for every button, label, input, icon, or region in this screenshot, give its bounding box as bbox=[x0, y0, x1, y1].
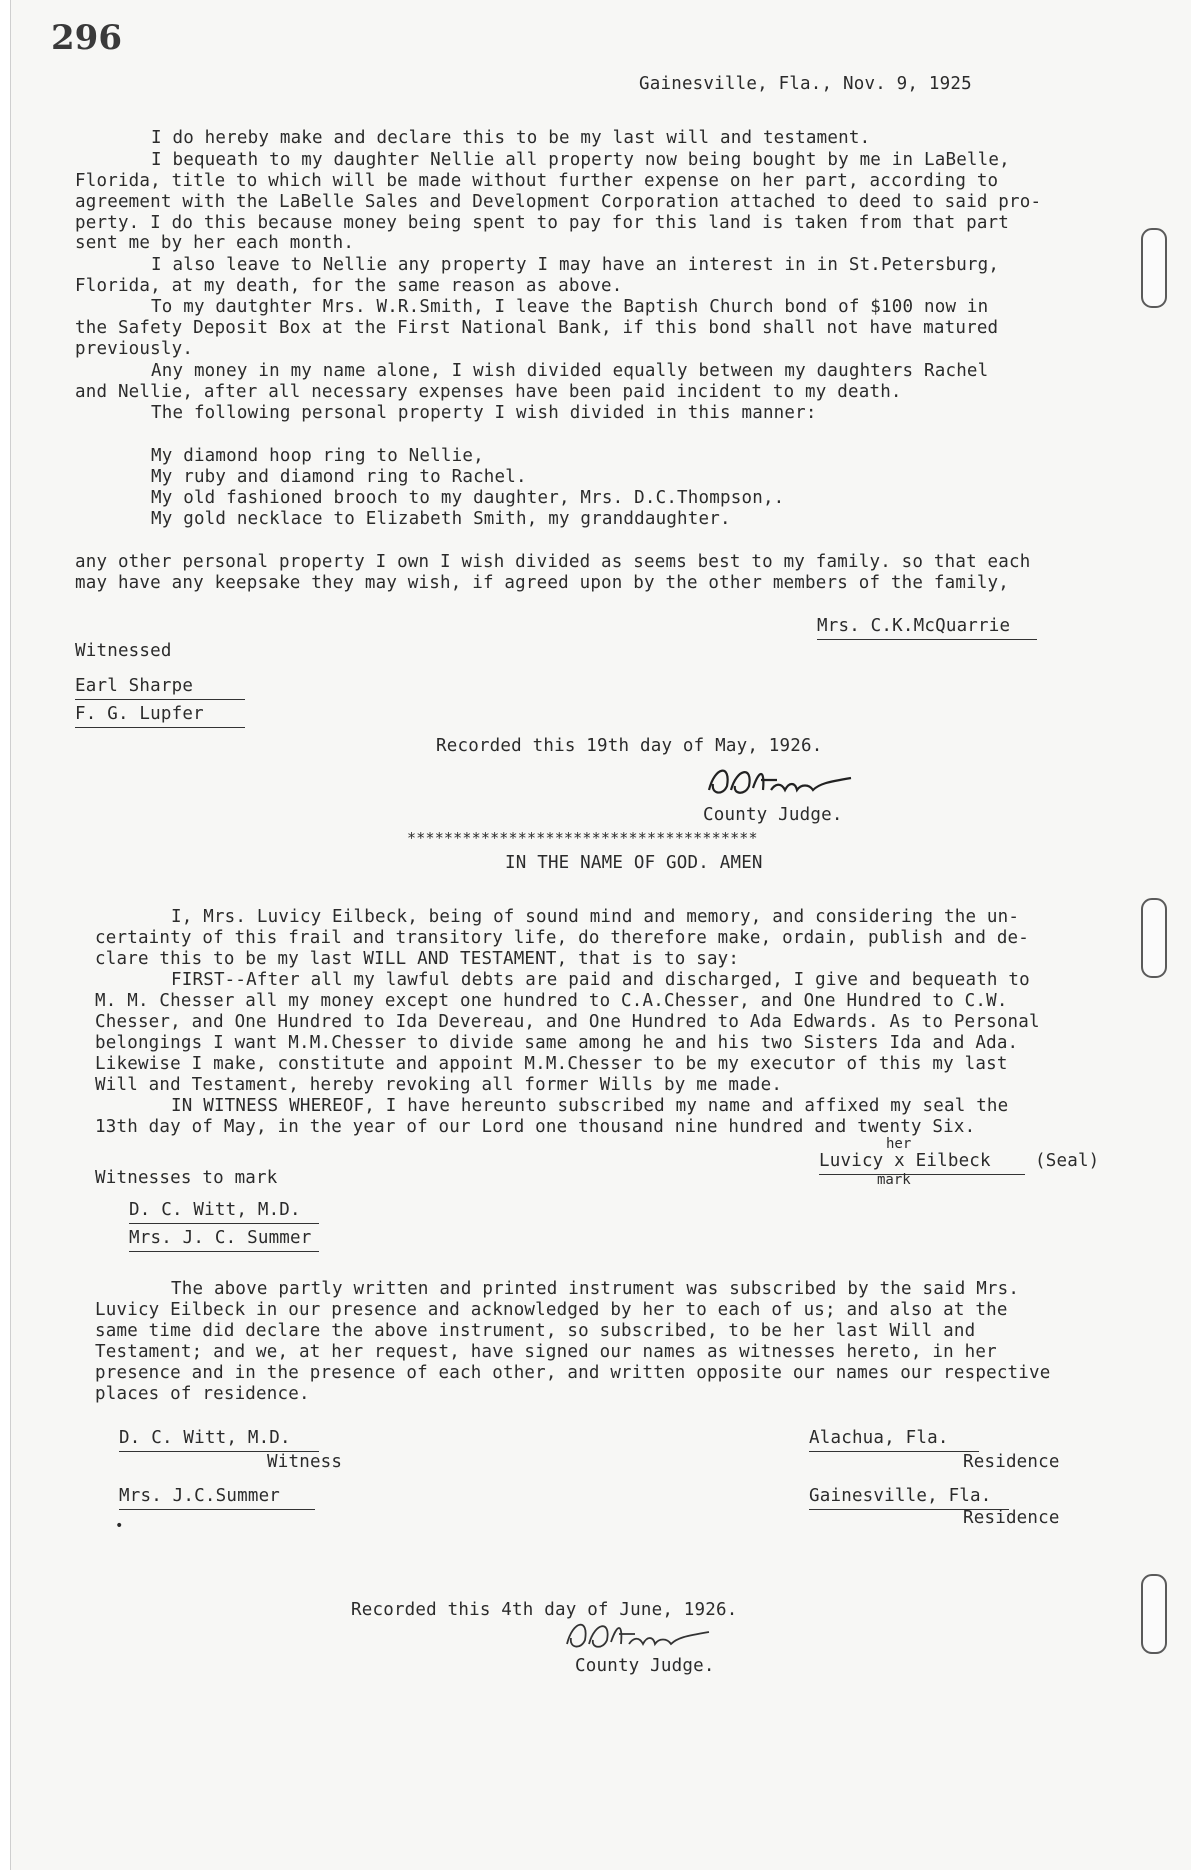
witness1-signature: D. C. Witt, M.D. bbox=[119, 1428, 319, 1452]
residence2: Gainesville, Fla. bbox=[809, 1486, 1009, 1510]
will1-line: I bequeath to my daughter Nellie all property now being bought by me in LaBelle, bbox=[151, 150, 1010, 170]
will2-line: certainty of this frail and transitory life, do therefore make, ordain, publish and de- bbox=[95, 928, 1030, 948]
will2-line: belongings I want M.M.Chesser to divide same among he and his two Sisters Ida and Ada. bbox=[95, 1033, 1019, 1053]
will1-line: Florida, title to which will be made without further expense on her part, according to bbox=[75, 171, 999, 191]
residence-label: Residence bbox=[963, 1508, 1060, 1528]
will2-line: Chesser, and One Hundred to Ida Devereau, and One Hundred to Ada Edwards. As to Personal bbox=[95, 1012, 1040, 1032]
will2-line: IN WITNESS WHEREOF, I have hereunto subscribed my name and affixed my seal the bbox=[171, 1096, 1009, 1116]
witness-signature: D. C. Witt, M.D. bbox=[129, 1200, 319, 1224]
judge-title: County Judge. bbox=[703, 805, 843, 825]
will2-line: Will and Testament, hereby revoking all former Wills by me made. bbox=[95, 1075, 783, 1095]
will1-line: Florida, at my death, for the same reason as above. bbox=[75, 276, 623, 296]
witness-signature: Earl Sharpe bbox=[75, 676, 245, 700]
will2-line: 13th day of May, in the year of our Lord one thousand nine hundred and twenty Six. bbox=[95, 1117, 976, 1137]
witness-signature: Mrs. J. C. Summer bbox=[129, 1228, 319, 1252]
witnessed-label: Witnessed bbox=[75, 641, 172, 661]
bequest-item: My diamond hoop ring to Nellie, bbox=[151, 446, 484, 466]
attestation-line: The above partly written and printed instrument was subscribed by the said Mrs. bbox=[171, 1279, 1020, 1299]
section-separator: ************************************** bbox=[407, 829, 758, 847]
attestation-line: Testament; and we, at her request, have signed our names as witnesses hereto, in her bbox=[95, 1342, 997, 1362]
witnesses-to-mark-label: Witnesses to mark bbox=[95, 1168, 278, 1188]
recorded-note: Recorded this 4th day of June, 1926. bbox=[351, 1600, 738, 1620]
bequest-item: My old fashioned brooch to my daughter, Mrs. D.C.Thompson,. bbox=[151, 488, 785, 508]
seal-label: (Seal) bbox=[1035, 1151, 1100, 1171]
will1-line: previously. bbox=[75, 339, 194, 359]
will2-line: FIRST--After all my lawful debts are paid and discharged, I give and bequeath to bbox=[171, 970, 1030, 990]
judge-signature-image bbox=[701, 760, 871, 804]
document-page: 296 Gainesville, Fla., Nov. 9, 1925 I do hereby make and declare this to be my last will and testament. I bequeath to my daughter Nellie all property now being bought by me in LaBelle, Florida, title to which will be made without further expense on her part, according to agreement with the LaBelle Sales and Development Corporation attached to deed to said pro- perty. I do this because money being spent to pay for this land is taken from that part sent me by her each month. I also leave to Nellie any property I may have an interest in in St.Petersburg, Florida, at my death, for the same reason as above. To my dautghter Mrs. W.R.Smith, I leave the Baptish Church bond of $100 now in the Safety Deposit Box at the First National Bank, if this bond shall not have matured previously. Any money in my name alone, I wish divided equally between my daughters Rachel and Nellie, after all necessary expenses have been paid incident to my death. The following personal property I wish divided in this manner: My diamond hoop ring to Nellie, My ruby and diamond ring to Rachel. My old fashioned brooch to my daughter, Mrs. D.C.Thompson,. My gold necklace to Elizabeth Smith, my granddaughter. any other personal property I own I wish divided as seems best to my family. so that each may have any keepsake they may wish, if agreed upon by the other members of the family, Mrs. C.K.McQuarrie Witnessed Earl Sharpe F. G. Lupfer Recorded this 19th day of May, 1926. County Judge. ************************************** IN THE NAME OF GOD. AMEN I, Mrs. Luvicy Eilbeck, being of sound mind and memory, and considering the un- certainty of this frail and transitory life, do therefore make, ordain, publish and de- clare this to be my last WILL AND TESTAMENT, that is to say: FIRST--After all my lawful debts are paid and discharged, I give and bequeath to M. M. Chesser all my money except one hundred to C.A.Chesser, and One Hundred to C.W. Chesser, and One Hundred to Ida Devereau, and One Hundred to Ada Edwards. As to Personal belongings I want M.M.Chesser to divide same among he and his two Sisters Ida and Ada. Likewise I make, constitute and appoint M.M.Chesser to be my executor of this my last Will and Testament, hereby revoking all former Wills by me made. IN WITNESS WHEREOF, I have hereunto subscribed my name and affixed my seal the 13th day of May, in the year of our Lord one thousand nine hundred and twenty Six. her Luvicy x Eilbeck (Seal) mark Witnesses to mark D. C. Witt, M.D. Mrs. J. C. Summer The above partly written and printed instrument was subscribed by the said Mrs. Luvicy Eilbeck in our presence and acknowledged by her to each of us; and also at the same time did declare the above instrument, so subscribed, to be her last Will and Testament; and we, at her request, have signed our names as witnesses hereto, in her presence and in the presence of each other, and written opposite our names our respective places of residence. D. C. Witt, M.D. Witness Mrs. J.C.Summer Alachua, Fla. Residence Gainesville, Fla. Residence • Recorded this 4th day of June, 1926. County Judge. bbox=[10, 0, 1191, 1870]
will1-closing: may have any keepsake they may wish, if agreed upon by the other members of the family, bbox=[75, 573, 1010, 593]
attestation-line: presence and in the presence of each other, and written opposite our names our respective bbox=[95, 1363, 1051, 1383]
witness-label: Witness bbox=[267, 1452, 343, 1472]
header-date: Gainesville, Fla., Nov. 9, 1925 bbox=[639, 74, 972, 94]
attestation-line: same time did declare the above instrument, so subscribed, to be her last Will and bbox=[95, 1321, 976, 1341]
will1-line: Any money in my name alone, I wish divided equally between my daughters Rachel bbox=[151, 361, 989, 381]
will1-line: I also leave to Nellie any property I may have an interest in in St.Petersburg, bbox=[151, 255, 1000, 275]
witness2-signature: Mrs. J.C.Summer bbox=[119, 1486, 315, 1510]
page-number: 296 bbox=[51, 18, 122, 58]
bequest-item: My ruby and diamond ring to Rachel. bbox=[151, 467, 527, 487]
her-annotation: her bbox=[886, 1136, 912, 1152]
recorded-note: Recorded this 19th day of May, 1926. bbox=[436, 736, 823, 756]
will2-line: M. M. Chesser all my money except one hundred to C.A.Chesser, and One Hundred to C.W. bbox=[95, 991, 1008, 1011]
will1-line: agreement with the LaBelle Sales and Development Corporation attached to deed to said pro- bbox=[75, 192, 1042, 212]
mark-annotation: mark bbox=[877, 1172, 911, 1188]
will1-line: the Safety Deposit Box at the First National Bank, if this bond shall not have matured bbox=[75, 318, 999, 338]
bequest-item: My gold necklace to Elizabeth Smith, my granddaughter. bbox=[151, 509, 731, 529]
witness-signature: F. G. Lupfer bbox=[75, 704, 245, 728]
will1-closing: any other personal property I own I wish divided as seems best to my family. so that each bbox=[75, 552, 1031, 572]
will1-line: To my dautghter Mrs. W.R.Smith, I leave the Baptish Church bond of $100 now in bbox=[151, 297, 989, 317]
residence-label: Residence bbox=[963, 1452, 1060, 1472]
residence1: Alachua, Fla. bbox=[809, 1428, 979, 1452]
will2-title: IN THE NAME OF GOD. AMEN bbox=[505, 853, 763, 873]
testator-signature: Mrs. C.K.McQuarrie bbox=[817, 616, 1037, 640]
attestation-line: Luvicy Eilbeck in our presence and acknowledged by her to each of us; and also at the bbox=[95, 1300, 1008, 1320]
will1-line: I do hereby make and declare this to be my last will and testament. bbox=[151, 128, 871, 148]
attestation-line: places of residence. bbox=[95, 1384, 310, 1404]
will1-line: and Nellie, after all necessary expenses have been paid incident to my death. bbox=[75, 382, 902, 402]
will2-line: I, Mrs. Luvicy Eilbeck, being of sound mind and memory, and considering the un- bbox=[171, 907, 1020, 927]
will1-line: perty. I do this because money being spent to pay for this land is taken from that part bbox=[75, 213, 1010, 233]
binder-hole bbox=[1141, 228, 1167, 308]
testator-mark-signature: Luvicy x Eilbeck bbox=[819, 1151, 1025, 1175]
will1-line: sent me by her each month. bbox=[75, 233, 355, 253]
binder-hole bbox=[1141, 898, 1167, 978]
will2-line: Likewise I make, constitute and appoint M.M.Chesser to be my executor of this my last bbox=[95, 1054, 1008, 1074]
judge-signature-image bbox=[559, 1614, 729, 1658]
judge-title: County Judge. bbox=[575, 1656, 715, 1676]
will2-line: clare this to be my last WILL AND TESTAMENT, that is to say: bbox=[95, 949, 740, 969]
binder-hole bbox=[1141, 1574, 1167, 1654]
will1-line: The following personal property I wish divided in this manner: bbox=[151, 403, 817, 423]
